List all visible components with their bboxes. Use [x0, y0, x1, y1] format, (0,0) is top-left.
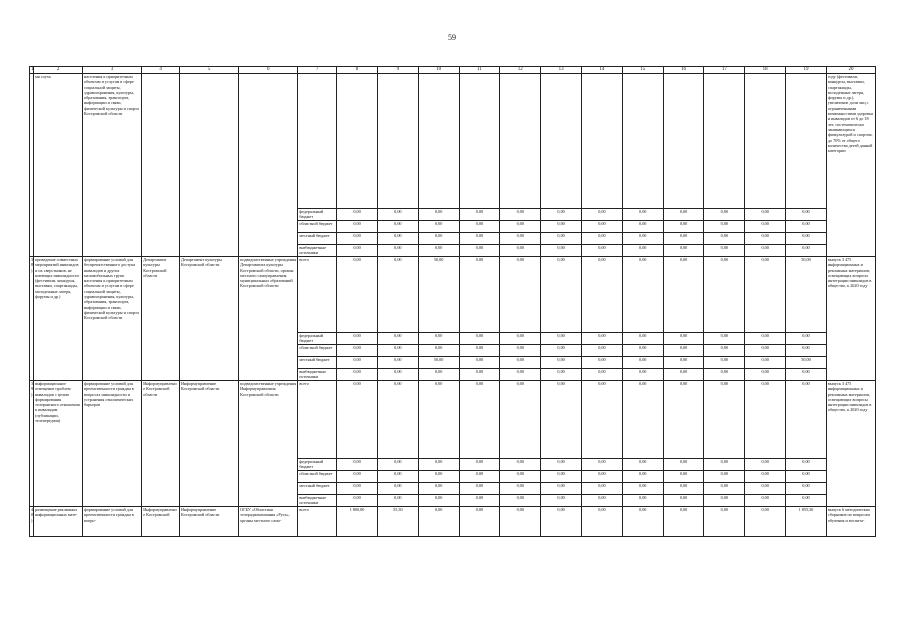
funding-source-cell: федеральный бюджет: [298, 209, 337, 221]
program-table: [29, 66, 876, 537]
participant-cell: [239, 74, 298, 257]
amount-cell: 0,00: [663, 507, 704, 537]
amount-cell: 0,00: [745, 209, 786, 221]
amount-cell: 0,00: [337, 369, 378, 381]
amount-cell: 0,00: [418, 245, 459, 257]
amount-cell: 0,00: [418, 507, 459, 537]
amount-cell: 0,00: [745, 381, 786, 459]
amount-cell: 0,00: [500, 209, 541, 221]
amount-cell: 0,00: [541, 459, 582, 471]
amount-cell: 0,00: [582, 233, 623, 245]
amount-cell: 0,00: [622, 233, 663, 245]
amount-cell: 0,00: [377, 233, 418, 245]
amount-cell: 0,00: [377, 495, 418, 507]
column-number: 3: [83, 67, 142, 74]
column-number: 5: [179, 67, 238, 74]
amount-cell: 0,00: [622, 471, 663, 483]
amount-cell: 0,00: [337, 333, 378, 345]
amount-cell: 0,00: [704, 483, 745, 495]
amount-cell: 0,00: [622, 369, 663, 381]
amount-cell: 0,00: [622, 507, 663, 537]
funding-source-cell: всего: [298, 507, 337, 537]
amount-cell: 0,00: [337, 209, 378, 221]
amount-cell: 0,00: [459, 381, 500, 459]
amount-cell: 0,00: [337, 471, 378, 483]
table-row: [30, 507, 876, 537]
amount-cell: 0,00: [500, 221, 541, 233]
amount-cell: 0,00: [418, 483, 459, 495]
amount-cell: 0,00: [704, 369, 745, 381]
coexecutor-cell: [179, 74, 238, 257]
amount-cell: 0,00: [663, 209, 704, 221]
amount-cell: 0,00: [582, 369, 623, 381]
column-number: 18: [745, 67, 786, 74]
amount-cell: 0,00: [459, 257, 500, 333]
goal-cell: формирование условий для преемственности граждан в вопросах инвалидности и устранения отношенческих барьеров: [83, 381, 142, 507]
amount-cell: 0,00: [582, 357, 623, 369]
amount-cell: 0,00: [459, 357, 500, 369]
amount-cell: 0,00: [582, 507, 623, 537]
amount-cell: 0,00: [704, 495, 745, 507]
amount-cell: 0,00: [418, 221, 459, 233]
amount-cell: 0,00: [663, 345, 704, 357]
amount-cell: 0,00: [337, 233, 378, 245]
amount-cell: 0,00: [704, 233, 745, 245]
amount-cell: 0,00: [745, 495, 786, 507]
amount-cell: 0,00: [377, 459, 418, 471]
amount-cell: 0,00: [582, 459, 623, 471]
amount-cell: 0,00: [337, 483, 378, 495]
amount-cell: 0,00: [704, 221, 745, 233]
column-number: 15: [622, 67, 663, 74]
amount-cell: 0,00: [418, 471, 459, 483]
amount-cell: 0,00: [622, 483, 663, 495]
amount-cell: 0,00: [337, 381, 378, 459]
column-number: 16: [663, 67, 704, 74]
amount-cell: 0,00: [541, 471, 582, 483]
table-header-row: [30, 67, 876, 74]
amount-cell: 0,00: [541, 483, 582, 495]
amount-cell: 0,00: [582, 257, 623, 333]
amount-cell: 0,00: [337, 357, 378, 369]
amount-cell: 0,00: [582, 495, 623, 507]
amount-cell: 0,00: [786, 209, 827, 221]
amount-cell: 0,00: [377, 333, 418, 345]
amount-cell: 0,00: [459, 495, 500, 507]
amount-cell: 0,00: [582, 209, 623, 221]
amount-cell: 0,00: [745, 257, 786, 333]
amount-cell: 0,00: [745, 221, 786, 233]
amount-cell: 0,00: [582, 245, 623, 257]
event-name-cell: проведение совместных мероприятий инвалидов и их сверстников, не имеющих инвалидности (фестивали, конкурсы, выставки, спартакиады, молодежные лагеря, форумы и др.): [34, 257, 83, 381]
amount-cell: 0,00: [541, 257, 582, 333]
amount-cell: 50,00: [418, 257, 459, 333]
amount-cell: 0,00: [418, 233, 459, 245]
column-number: 9: [377, 67, 418, 74]
amount-cell: 0,00: [541, 369, 582, 381]
amount-cell: 0,00: [418, 333, 459, 345]
funding-source-cell: внебюджетные источники: [298, 495, 337, 507]
amount-cell: 0,00: [622, 357, 663, 369]
empty-cell: [337, 74, 378, 209]
amount-cell: 0,00: [377, 221, 418, 233]
amount-cell: 0,00: [418, 459, 459, 471]
amount-cell: 0,00: [541, 357, 582, 369]
amount-cell: 0,00: [541, 209, 582, 221]
column-number: 2: [34, 67, 83, 74]
amount-cell: 0,00: [786, 345, 827, 357]
amount-cell: 0,00: [786, 245, 827, 257]
amount-cell: 0,00: [582, 221, 623, 233]
amount-cell: 0,00: [582, 345, 623, 357]
amount-cell: 0,00: [377, 209, 418, 221]
amount-cell: 0,00: [622, 345, 663, 357]
amount-cell: 0,00: [459, 333, 500, 345]
amount-cell: 0,00: [663, 381, 704, 459]
amount-cell: 0,00: [704, 333, 745, 345]
amount-cell: 0,00: [582, 381, 623, 459]
participant-cell: подведомственные учреждения Информуправления Костромской области: [239, 381, 298, 507]
amount-cell: 0,00: [582, 471, 623, 483]
funding-source-cell: всего: [298, 257, 337, 333]
amount-cell: 0,00: [745, 471, 786, 483]
amount-cell: 0,00: [786, 483, 827, 495]
amount-cell: 0,00: [745, 245, 786, 257]
amount-cell: 0,00: [459, 471, 500, 483]
amount-cell: 0,00: [541, 245, 582, 257]
coexecutor-cell: Информуправление Костромской области: [179, 507, 238, 537]
amount-cell: 0,00: [582, 483, 623, 495]
amount-cell: 0,00: [459, 245, 500, 257]
amount-cell: 0,00: [500, 459, 541, 471]
amount-cell: 0,00: [500, 345, 541, 357]
amount-cell: 0,00: [337, 245, 378, 257]
amount-cell: 0,00: [786, 459, 827, 471]
item-number-cell: 40): [30, 507, 34, 537]
table-row: [30, 74, 876, 209]
column-number: 14: [582, 67, 623, 74]
goal-cell: населения к приоритетным объектам и услугам в сфере социальной защиты, здравоохранения, культуры, образования, транспорта, информации и связи, физической культуры и спорта Костромской области: [83, 74, 142, 257]
executor-cell: Информуправление Костромской области: [142, 381, 180, 507]
event-name-cell: мя слуха: [34, 74, 83, 257]
executor-cell: Информуправление Костромской: [142, 507, 180, 537]
amount-cell: 0,00: [500, 495, 541, 507]
amount-cell: 0,00: [418, 209, 459, 221]
amount-cell: 0,00: [622, 209, 663, 221]
amount-cell: 0,00: [459, 345, 500, 357]
amount-cell: 0,00: [704, 381, 745, 459]
amount-cell: 0,00: [704, 507, 745, 537]
executor-cell: [142, 74, 180, 257]
amount-cell: 0,00: [663, 495, 704, 507]
empty-cell: [622, 74, 663, 209]
funding-source-cell: местный бюджет: [298, 357, 337, 369]
amount-cell: 0,00: [786, 221, 827, 233]
column-number: 17: [704, 67, 745, 74]
amount-cell: 0,00: [622, 333, 663, 345]
funding-source-cell: федеральный бюджет: [298, 459, 337, 471]
funding-source-cell: областной бюджет: [298, 221, 337, 233]
amount-cell: 0,00: [500, 507, 541, 537]
column-number: 19: [786, 67, 827, 74]
funding-source-cell: внебюджетные источники: [298, 369, 337, 381]
empty-cell: [786, 74, 827, 209]
executor-cell: Департамент культуры Костромской области: [142, 257, 180, 381]
amount-cell: 0,00: [377, 381, 418, 459]
funding-source-cell: федеральный бюджет: [298, 333, 337, 345]
amount-cell: 0,00: [500, 333, 541, 345]
funding-source-cell: всего: [298, 381, 337, 459]
amount-cell: 0,00: [786, 233, 827, 245]
goal-cell: формирование условий для преемственности граждан в вопро-: [83, 507, 142, 537]
amount-cell: 0,00: [459, 233, 500, 245]
amount-cell: 0,00: [745, 369, 786, 381]
amount-cell: 0,00: [541, 495, 582, 507]
amount-cell: 0,00: [663, 471, 704, 483]
funding-source-cell: областной бюджет: [298, 471, 337, 483]
empty-cell: [500, 74, 541, 209]
amount-cell: 0,00: [786, 381, 827, 459]
amount-cell: 0,00: [500, 471, 541, 483]
amount-cell: 50,00: [786, 357, 827, 369]
amount-cell: 0,00: [541, 345, 582, 357]
amount-cell: 0,00: [418, 495, 459, 507]
event-name-cell: размещение рекламных информационных мате-: [34, 507, 83, 537]
column-number: 12: [500, 67, 541, 74]
funding-source-cell: местный бюджет: [298, 483, 337, 495]
empty-cell: [459, 74, 500, 209]
amount-cell: 1 800,00: [337, 507, 378, 537]
empty-cell: [704, 74, 745, 209]
amount-cell: 0,00: [337, 495, 378, 507]
amount-cell: 0,00: [337, 345, 378, 357]
amount-cell: 0,00: [377, 257, 418, 333]
amount-cell: 0,00: [418, 345, 459, 357]
amount-cell: 0,00: [704, 345, 745, 357]
amount-cell: 0,00: [745, 333, 786, 345]
goal-cell: формирование условий для беспрепятственного доступа инвалидов и других маломобильных групп населения к приоритетным объектам и услугам в сфере социальной защиты, здравоохранения, культуры, образования, транспорта, информации и связи, физической культуры и спорта Костромской области: [83, 257, 142, 381]
amount-cell: 0,00: [622, 245, 663, 257]
funding-source-cell: внебюджетные источники: [298, 245, 337, 257]
amount-cell: 0,00: [500, 381, 541, 459]
column-number: 6: [239, 67, 298, 74]
page-number: 59: [448, 33, 456, 42]
column-number: 7: [298, 67, 337, 74]
column-number: 1: [31, 67, 34, 72]
amount-cell: 0,00: [704, 209, 745, 221]
amount-cell: 0,00: [622, 495, 663, 507]
amount-cell: 0,00: [663, 333, 704, 345]
empty-cell: [541, 74, 582, 209]
item-number-cell: 39): [30, 381, 34, 507]
participant-cell: ОГБУ «Областная телерадиокомпания «Русь», органы местного само-: [239, 507, 298, 537]
amount-cell: 0,00: [459, 369, 500, 381]
amount-cell: 0,00: [745, 357, 786, 369]
amount-cell: 55,30: [377, 507, 418, 537]
empty-cell: [418, 74, 459, 209]
amount-cell: 0,00: [500, 357, 541, 369]
amount-cell: 0,00: [582, 333, 623, 345]
amount-cell: 0,00: [541, 507, 582, 537]
amount-cell: 0,00: [500, 483, 541, 495]
amount-cell: 0,00: [459, 483, 500, 495]
amount-cell: 0,00: [745, 459, 786, 471]
amount-cell: 0,00: [786, 369, 827, 381]
amount-cell: 50,00: [786, 257, 827, 333]
coexecutor-cell: Информуправление Костромской области: [179, 381, 238, 507]
amount-cell: 0,00: [786, 471, 827, 483]
amount-cell: 0,00: [663, 221, 704, 233]
column-number: 10: [418, 67, 459, 74]
event-name-cell: информационное освещение проблем инвалидов с целью формирования толерантного отношения к инвалидам (публикации, телепередачи): [34, 381, 83, 507]
amount-cell: 0,00: [663, 257, 704, 333]
result-cell: выпуск 3 475 информационных и рекламных материалов, освещающих вопросы интеграции инвалидов в общество, к 2020 году: [826, 381, 875, 507]
amount-cell: 0,00: [622, 221, 663, 233]
amount-cell: 0,00: [337, 459, 378, 471]
table-row: [30, 381, 876, 459]
coexecutor-cell: Департамент культуры Костромской области: [179, 257, 238, 381]
column-number: 4: [142, 67, 180, 74]
amount-cell: 0,00: [500, 369, 541, 381]
column-number: 20: [826, 67, 875, 74]
column-number: 13: [541, 67, 582, 74]
amount-cell: 0,00: [541, 221, 582, 233]
amount-cell: 0,00: [541, 333, 582, 345]
amount-cell: 0,00: [418, 381, 459, 459]
amount-cell: 0,00: [745, 233, 786, 245]
empty-cell: [377, 74, 418, 209]
amount-cell: 0,00: [459, 459, 500, 471]
amount-cell: 0,00: [622, 381, 663, 459]
empty-cell: [298, 74, 337, 209]
amount-cell: 0,00: [418, 369, 459, 381]
amount-cell: 0,00: [500, 245, 541, 257]
funding-source-cell: местный бюджет: [298, 233, 337, 245]
participant-cell: подведомственные учреждения Департамента культуры Костромской области, органы местного самоуправления муниципальных образований Костромской области: [239, 257, 298, 381]
amount-cell: 0,00: [500, 257, 541, 333]
result-cell: выпуск 6 методических сборников по вопросам обучения и воспита-: [826, 507, 875, 537]
table-row: [30, 257, 876, 333]
amount-cell: 0,00: [786, 333, 827, 345]
amount-cell: 50,00: [418, 357, 459, 369]
amount-cell: 0,00: [377, 369, 418, 381]
amount-cell: 0,00: [459, 209, 500, 221]
result-cell: году (фестивали, конкурсы, выставки, спартакиады, молодежные лагеря, форумы и др.), увеличение доли лиц с ограниченными возможностями здоровья и инвалидов от 6 до 18 лет, систематически занимающихся физкультурой и спортом, до 70% от общего количества детей данной категории: [826, 74, 875, 257]
amount-cell: 0,00: [745, 345, 786, 357]
amount-cell: 0,00: [622, 459, 663, 471]
column-number: 8: [337, 67, 378, 74]
amount-cell: 0,00: [663, 233, 704, 245]
amount-cell: 0,00: [459, 507, 500, 537]
amount-cell: 0,00: [663, 245, 704, 257]
amount-cell: 0,00: [704, 459, 745, 471]
amount-cell: 0,00: [541, 233, 582, 245]
amount-cell: 0,00: [377, 245, 418, 257]
amount-cell: 0,00: [745, 507, 786, 537]
column-number: 11: [459, 67, 500, 74]
empty-cell: [582, 74, 623, 209]
amount-cell: 0,00: [500, 233, 541, 245]
amount-cell: 0,00: [663, 483, 704, 495]
funding-source-cell: областной бюджет: [298, 345, 337, 357]
amount-cell: 0,00: [541, 381, 582, 459]
amount-cell: 0,00: [786, 495, 827, 507]
amount-cell: 0,00: [377, 345, 418, 357]
amount-cell: 0,00: [377, 471, 418, 483]
empty-cell: [663, 74, 704, 209]
empty-cell: [745, 74, 786, 209]
amount-cell: 0,00: [704, 245, 745, 257]
amount-cell: 0,00: [663, 459, 704, 471]
item-number-cell: 38): [30, 257, 34, 381]
amount-cell: 0,00: [377, 483, 418, 495]
result-cell: выпуск 3 475 информационных и рекламных материалов, освещающих вопросы интеграции инвалидов в общество, к 2020 году: [826, 257, 875, 381]
amount-cell: 0,00: [663, 357, 704, 369]
amount-cell: 0,00: [377, 357, 418, 369]
amount-cell: 0,00: [337, 221, 378, 233]
amount-cell: 0,00: [704, 471, 745, 483]
amount-cell: 0,00: [622, 257, 663, 333]
amount-cell: 1 855,30: [786, 507, 827, 537]
amount-cell: 0,00: [745, 483, 786, 495]
amount-cell: 0,00: [704, 257, 745, 333]
amount-cell: 0,00: [663, 369, 704, 381]
amount-cell: 0,00: [459, 221, 500, 233]
amount-cell: 0,00: [337, 257, 378, 333]
amount-cell: 0,00: [704, 357, 745, 369]
